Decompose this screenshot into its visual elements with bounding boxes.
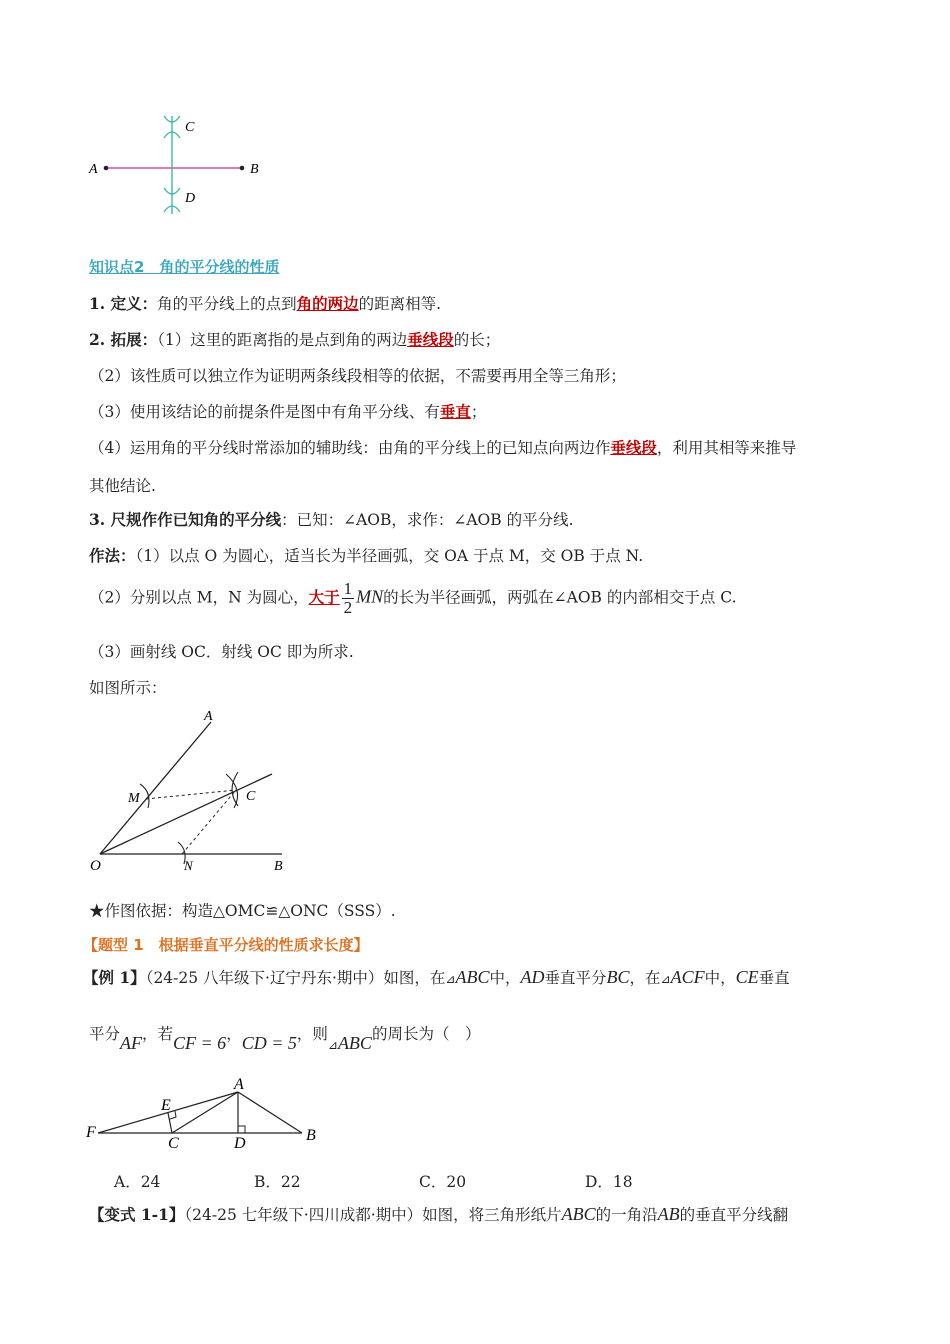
- as-shown-text: 如图所示：: [89, 679, 167, 697]
- option-b[interactable]: B．22: [254, 1173, 301, 1191]
- example1-comma-2: ，: [226, 1025, 242, 1043]
- example1-line2: [89, 1022, 481, 1053]
- method-step-1-text: （1）以点 O 为圆心，适当长为半径画弧，交 OA 于点 M，交 OB 于点 N.: [135, 547, 644, 565]
- method-step-3: （3）画射线 OC．射线 OC 即为所求.: [89, 643, 354, 661]
- figure-triangle-abc: [84, 1076, 324, 1154]
- fig3-label-a: A: [234, 1076, 244, 1093]
- equation-cd: CD = 5: [241, 1033, 297, 1053]
- point3-end: ；: [470, 403, 487, 421]
- fig1-label-d: D: [185, 191, 196, 206]
- variant-triangle-abc: ABC: [561, 1204, 596, 1224]
- triangle-abc: ABC: [455, 967, 490, 987]
- definition-text-end: 的距离相等.: [358, 295, 442, 313]
- segment-af: AF: [120, 1033, 143, 1053]
- example1-text-4: ，在: [629, 969, 661, 987]
- fraction-half: [342, 580, 355, 617]
- definition-label: 1. 定义：: [89, 294, 158, 313]
- fig2-label-m: M: [128, 791, 140, 806]
- method-step-1: [89, 544, 643, 566]
- example1-tag: 【例 1】: [83, 968, 146, 987]
- extension-line: [89, 328, 500, 350]
- example1-line1: [83, 966, 790, 988]
- figure-angle-bisector: [86, 704, 296, 876]
- fig2-label-n: N: [184, 858, 193, 873]
- example1-text-6: 垂直: [758, 969, 790, 987]
- figure-perpendicular-bisector: [84, 110, 274, 220]
- fig1-label-b: B: [250, 162, 259, 177]
- fig3-label-f: F: [86, 1124, 96, 1141]
- segment-ce: CE: [735, 967, 759, 987]
- section-heading: 知识点2 角的平分线的性质: [89, 258, 280, 276]
- fig3-label-b: B: [306, 1127, 316, 1144]
- example1-text-3: 垂直平分: [544, 969, 607, 987]
- construction-basis: ★作图依据：构造△OMC≌△ONC（SSS）.: [89, 902, 396, 920]
- extension-text-end: 的长；: [453, 331, 501, 349]
- point3-text: （3）使用该结论的前提条件是图中有角平分线、有: [89, 403, 440, 421]
- construction-line: [89, 508, 574, 530]
- variant1-1-text-3: 的垂直平分线翻: [679, 1206, 789, 1224]
- triangle-symbol-2: ⊿: [660, 972, 671, 986]
- fig3-label-e: E: [161, 1097, 171, 1114]
- step2-text: （2）分别以点 M，N 为圆心，: [89, 588, 309, 607]
- triangle-symbol-3: ⊿: [327, 1038, 338, 1052]
- segment-bc: BC: [606, 967, 630, 987]
- triangle-acf: ACF: [670, 967, 705, 987]
- triangle-abc-2: ABC: [337, 1033, 372, 1053]
- example1-comma-3: ，则: [296, 1025, 328, 1043]
- segment-ad: AD: [520, 967, 545, 987]
- definition-text: 角的平分线上的点到: [157, 295, 297, 313]
- fraction-numerator: 1: [343, 579, 353, 598]
- fig3-label-c: C: [168, 1135, 179, 1152]
- extension-key: 垂线段: [407, 330, 454, 349]
- example1-comma-1: ，若: [142, 1025, 174, 1043]
- extension-point-4-cont: 其他结论.: [89, 477, 156, 495]
- fraction-denominator: 2: [343, 598, 353, 617]
- method-step-2: [89, 580, 737, 617]
- fig3-label-d: D: [234, 1135, 246, 1152]
- construction-label: 3. 尺规作作已知角的平分线: [89, 510, 282, 529]
- extension-point-2: （2）该性质可以独立作为证明两条线段相等的依据，不需要再用全等三角形；: [89, 367, 626, 385]
- point4-text: （4）运用角的平分线时常添加的辅助线：由角的平分线上的已知点向两边作: [89, 439, 611, 457]
- type1-heading: 【题型 1 根据垂直平分线的性质求长度】: [83, 936, 369, 954]
- point4-key: 垂线段: [610, 438, 657, 457]
- method-label: 作法：: [89, 546, 136, 565]
- option-c[interactable]: C．20: [419, 1173, 467, 1191]
- step2-text-end: 的长为半径画弧，两弧在∠AOB 的内部相交于点 C.: [383, 588, 737, 607]
- construction-text: ：已知：∠AOB，求作：∠AOB 的平分线.: [281, 511, 574, 529]
- extension-label: 2. 拓展：: [89, 330, 158, 349]
- example1-text-5: 中，: [704, 969, 736, 987]
- fig2-label-c: C: [246, 789, 256, 804]
- extension-point-4: [89, 436, 796, 458]
- variant1-1-line: [89, 1203, 788, 1225]
- point3-key: 垂直: [439, 402, 471, 421]
- option-d[interactable]: D．18: [585, 1173, 633, 1191]
- definition-line: [89, 292, 441, 314]
- equation-cf: CF = 6: [173, 1033, 227, 1053]
- option-a[interactable]: A．24: [114, 1173, 161, 1191]
- segment-mn: MN: [356, 586, 384, 607]
- extension-text: （1）这里的距离指的是点到角的两边: [157, 331, 408, 349]
- variant-segment-ab: AB: [657, 1204, 680, 1224]
- step2-key: 大于: [308, 587, 340, 607]
- triangle-symbol: ⊿: [445, 972, 456, 986]
- extension-point-3: [89, 400, 486, 422]
- fig2-label-b: B: [274, 859, 283, 874]
- variant1-1-text-1: （24-25 七年级下·四川成都·期中）如图，将三角形纸片: [184, 1206, 562, 1224]
- point4-end: ，利用其相等来推导: [656, 439, 797, 457]
- example1-text-1: （24-25 八年级下·辽宁丹东·期中）如图，在: [145, 969, 446, 987]
- fig1-label-c: C: [185, 120, 195, 135]
- fig2-label-o: O: [90, 858, 101, 874]
- variant1-1-text-2: 的一角沿: [595, 1206, 658, 1224]
- example1-text-2: 中，: [489, 969, 521, 987]
- variant1-1-tag: 【变式 1-1】: [89, 1205, 185, 1224]
- example1-question: 的周长为（ ）: [371, 1025, 481, 1043]
- example1-line2-text-1: 平分: [89, 1025, 121, 1043]
- fig2-label-a: A: [204, 709, 213, 724]
- fig1-label-a: A: [89, 162, 98, 177]
- definition-key: 角的两边: [296, 294, 359, 313]
